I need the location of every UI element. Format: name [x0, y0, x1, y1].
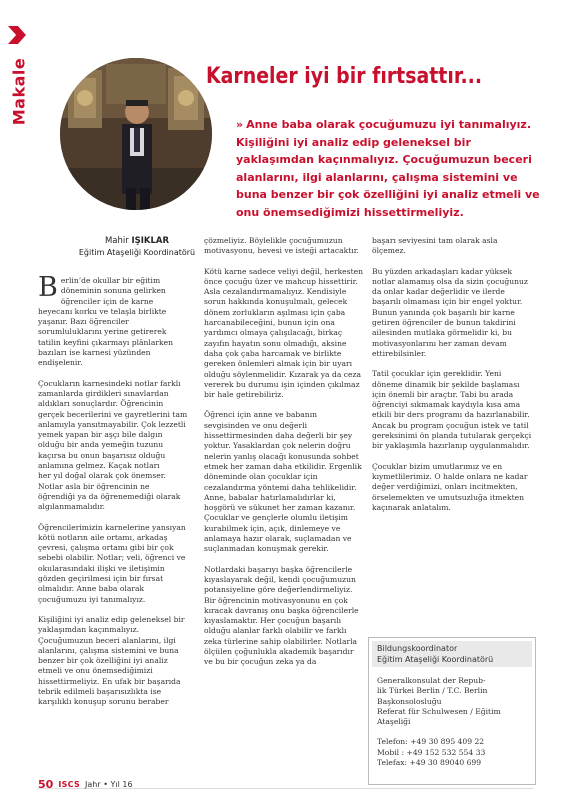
article-lead	[236, 116, 552, 221]
issue-label: Jahr • Yıl 16	[85, 779, 133, 789]
paragraph: Öğrenci için anne ve babanın sevgisinden ve onu değerli hissettirmesinden daha değerli bir şey yoktur. Yasaklardan çok nelerin doğru nelerin yanlış olacağı konusunda sohbet etmek her zaman daha etkilidir. Ergenlik döneminde olan çocuklar için cezalandırma yöntemi daha tehlikelidir. Anne, babalar hatırlamalıdırlar ki, hoşgörü ve sükunet her zaman kazanır. Çocuklar ve gençlerle olumlu iletişim kurabilmek için, açık, dinlemeye ve anlamaya hazır olarak, suçlamadan ve suçlanmadan konuşmak gerekir.	[204, 410, 362, 554]
paragraph: Çocuklar bizim umutlarımız ve en kıymetlilerimiz. O halde onlara ne kadar değer verdiğimizi, onları incitmekten, örselemekten ve umutsuzluğa itmekten kaçınarak anlatalım.	[372, 461, 528, 512]
author-photo	[60, 58, 212, 210]
author-portrait-image	[60, 58, 212, 210]
contact-box	[368, 637, 536, 785]
lead-text: Anne baba olarak çocuğumuzu iyi tanımalıyız. Kişiliğini iyi analiz edip geleneksel bir yaklaşımdan kaçınmalıyız. Çocuğumuzun beceri alanlarını, ilgi alanlarını, çalışma sistemini ve buna benzer bir çok özelliğini iyi analiz etmeli ve onu önemsediğimizi hissettirmeliyiz.	[236, 118, 540, 219]
column-1	[38, 272, 188, 718]
paragraph: çözmeliyiz. Böylelikle çocuğumuzun motivasyonu, hevesi ve isteği artacaktır.	[204, 236, 359, 256]
author-first-name: Mahir	[104, 236, 129, 246]
contact-numbers: Telefon: +49 30 895 409 22 Mobil : +49 152 532 554 33 Telefax: +49 30 89040 699	[377, 737, 486, 768]
contact-box-body	[369, 670, 535, 768]
paragraph	[38, 272, 188, 369]
column-3	[372, 236, 532, 523]
paragraph: Öğrencilerimizin karnelerine yansıyan kötü notların aile ortamı, arkadaş çevresi, çalışma ortamı gibi bir çok sebebi olabilir. Notlar; veli, öğrenci ve okularasındaki ilişki ve iletişimin gözden geçirilmesi için bir fırsat olmalıdır. Anne baba olarak çocuğumuzu iyi tanımalıyız.	[38, 522, 186, 604]
paragraph: Çocukların karnesindeki notlar farklı zamanlarda girdikleri sınavlardan aldıkları sonuçlardır. Öğrencinin gerçek becerilerini ve gayretlerini tam anlamıyla yansıtmayabilir. Çok lezzetli yemek yapan bir aşçı bile dalgın olduğu bir anda yemeğin tuzunu kaçırsa bu onun başarısız olduğu anlamına gelmez. Kaçak notları her yıl doğal olarak çok önemser. Notlar asla bir öğrencinin ne öğrendiği ya da öğrenemediği olarak algılanmamalıdır.	[38, 378, 188, 512]
author-caption	[62, 236, 212, 258]
paragraph: başarı seviyesini tam olarak asla ölçemez.	[372, 236, 498, 256]
author-name	[62, 236, 212, 247]
paragraph: Kişiliğini iyi analiz edip geleneksel bir yaklaşımdan kaçınmalıyız. Çocuğumuzun beceri alanlarını, ilgi alanlarını, çalışma sistemini ve buna benzer bir çok özelliğini iyi analiz etmeli ve onu önemsediğimizi hissettirmeliyiz. En ufak bir başarıda tebrik edilmeli başarısızlıkta ise karşılıklı konuşup sorunu beraber	[38, 614, 185, 707]
quote-marker-icon: »	[236, 118, 244, 131]
chevron-right-icon	[8, 26, 26, 44]
contact-organization: Generalkonsulat der Repub- lik Türkei Berlin / T.C. Berlin Başkonsolosluğu Referat für Schulwesen / Eğitim Ataşeliği	[377, 676, 501, 727]
section-tab	[6, 26, 30, 126]
page-number: 50	[38, 777, 54, 791]
author-role: Eğitim Ataşeliği Koordinatörü	[78, 248, 196, 257]
column-2	[204, 236, 364, 678]
magazine-logo: ISCS	[58, 779, 81, 789]
author-last-name: IŞIKLAR	[131, 236, 170, 246]
section-label: Makale	[9, 57, 29, 126]
page-footer	[38, 776, 133, 792]
paragraph: Notlardaki başarıyı başka öğrencilerle kıyaslayarak değil, kendi çocuğumuzun potansiyeline göre değerlendirmeliyiz. Bir öğrencinin motivasyonunu en çok kıracak davranış onu başka öğrencilerle kıyaslamaktır. Her çocuğun başarılı olduğu alanlar farklı olabilir ve farklı zeka türlerine sahip olabilirler. Notlarla ölçülen çoğunlukla akademik başarıdır ve bu bir çocuğun zeka ya da	[204, 564, 359, 667]
article-title: Karneler iyi bir fırtsattır...	[206, 64, 483, 89]
paragraph: Tatil çocuklar için gereklidir. Yeni döneme dinamik bir şekilde başlaması için önemli bir araçtır. Tabi bu arada öğrenciyi sıkmamak kaydıyla kısa ama etkili bir ders programı da hazırlanabilir. Ancak bu program çocuğun istek ve tatil gereksinimi ön planda tutularak gerçekçi bir yaklaşımla hazırlanıp uygulanmalıdır.	[372, 369, 532, 451]
contact-box-heading: Bildungskoordinator Eğitim Ataşeliği Koordinatörü	[372, 641, 532, 667]
paragraph: Kötü karne sadece veliyi değil, herkesten önce çocuğu üzer ve mahcup hissettirir. Asla cezalandırmamalıyız. Kendisiyle sorun hakkında konuşulmalı, gelecek dönem zorlukların aşılması için çaba harcanabileceğini, bunun için ona yardımcı olmaya çalışılacağı, birkaç zayıfın hayatın sonu olmadığı, aksine daha çok çaba harcamak ve birlikte gereken önlemleri almak için bir uyarı olduğu söylenmelidir. Kızarak ya da ceza vererek bu durumu işin içinden çıkılmaz bir hale getirebiliriz.	[204, 266, 364, 400]
dropcap: B	[38, 272, 58, 303]
paragraph-text: erlin’de okullar bir eğitim döneminin sonuna gelirken öğrenciler için de karne heyecanı korku ve telaşla birlikte yaşanır. Bazı öğrenciler sorumluluklarını yerine getirerek tatilin keyfini çıkarmayı plânlarken bazıları ise karnesi yüzünden endişelenir.	[38, 276, 173, 368]
paragraph: Bu yüzden arkadaşları kadar yüksek notlar alamamış olsa da sizin çocuğunuz da onlar kadar değerlidir ve ilerde başarılı olmaması için bir engel yoktur. Bunun yanında çok başarılı bir karne getiren öğrenciler de bunun takdirini ailesinden mutlaka görmelidir ki, bu motivasyonlarını her zaman devam ettirebilsinler.	[372, 266, 528, 358]
